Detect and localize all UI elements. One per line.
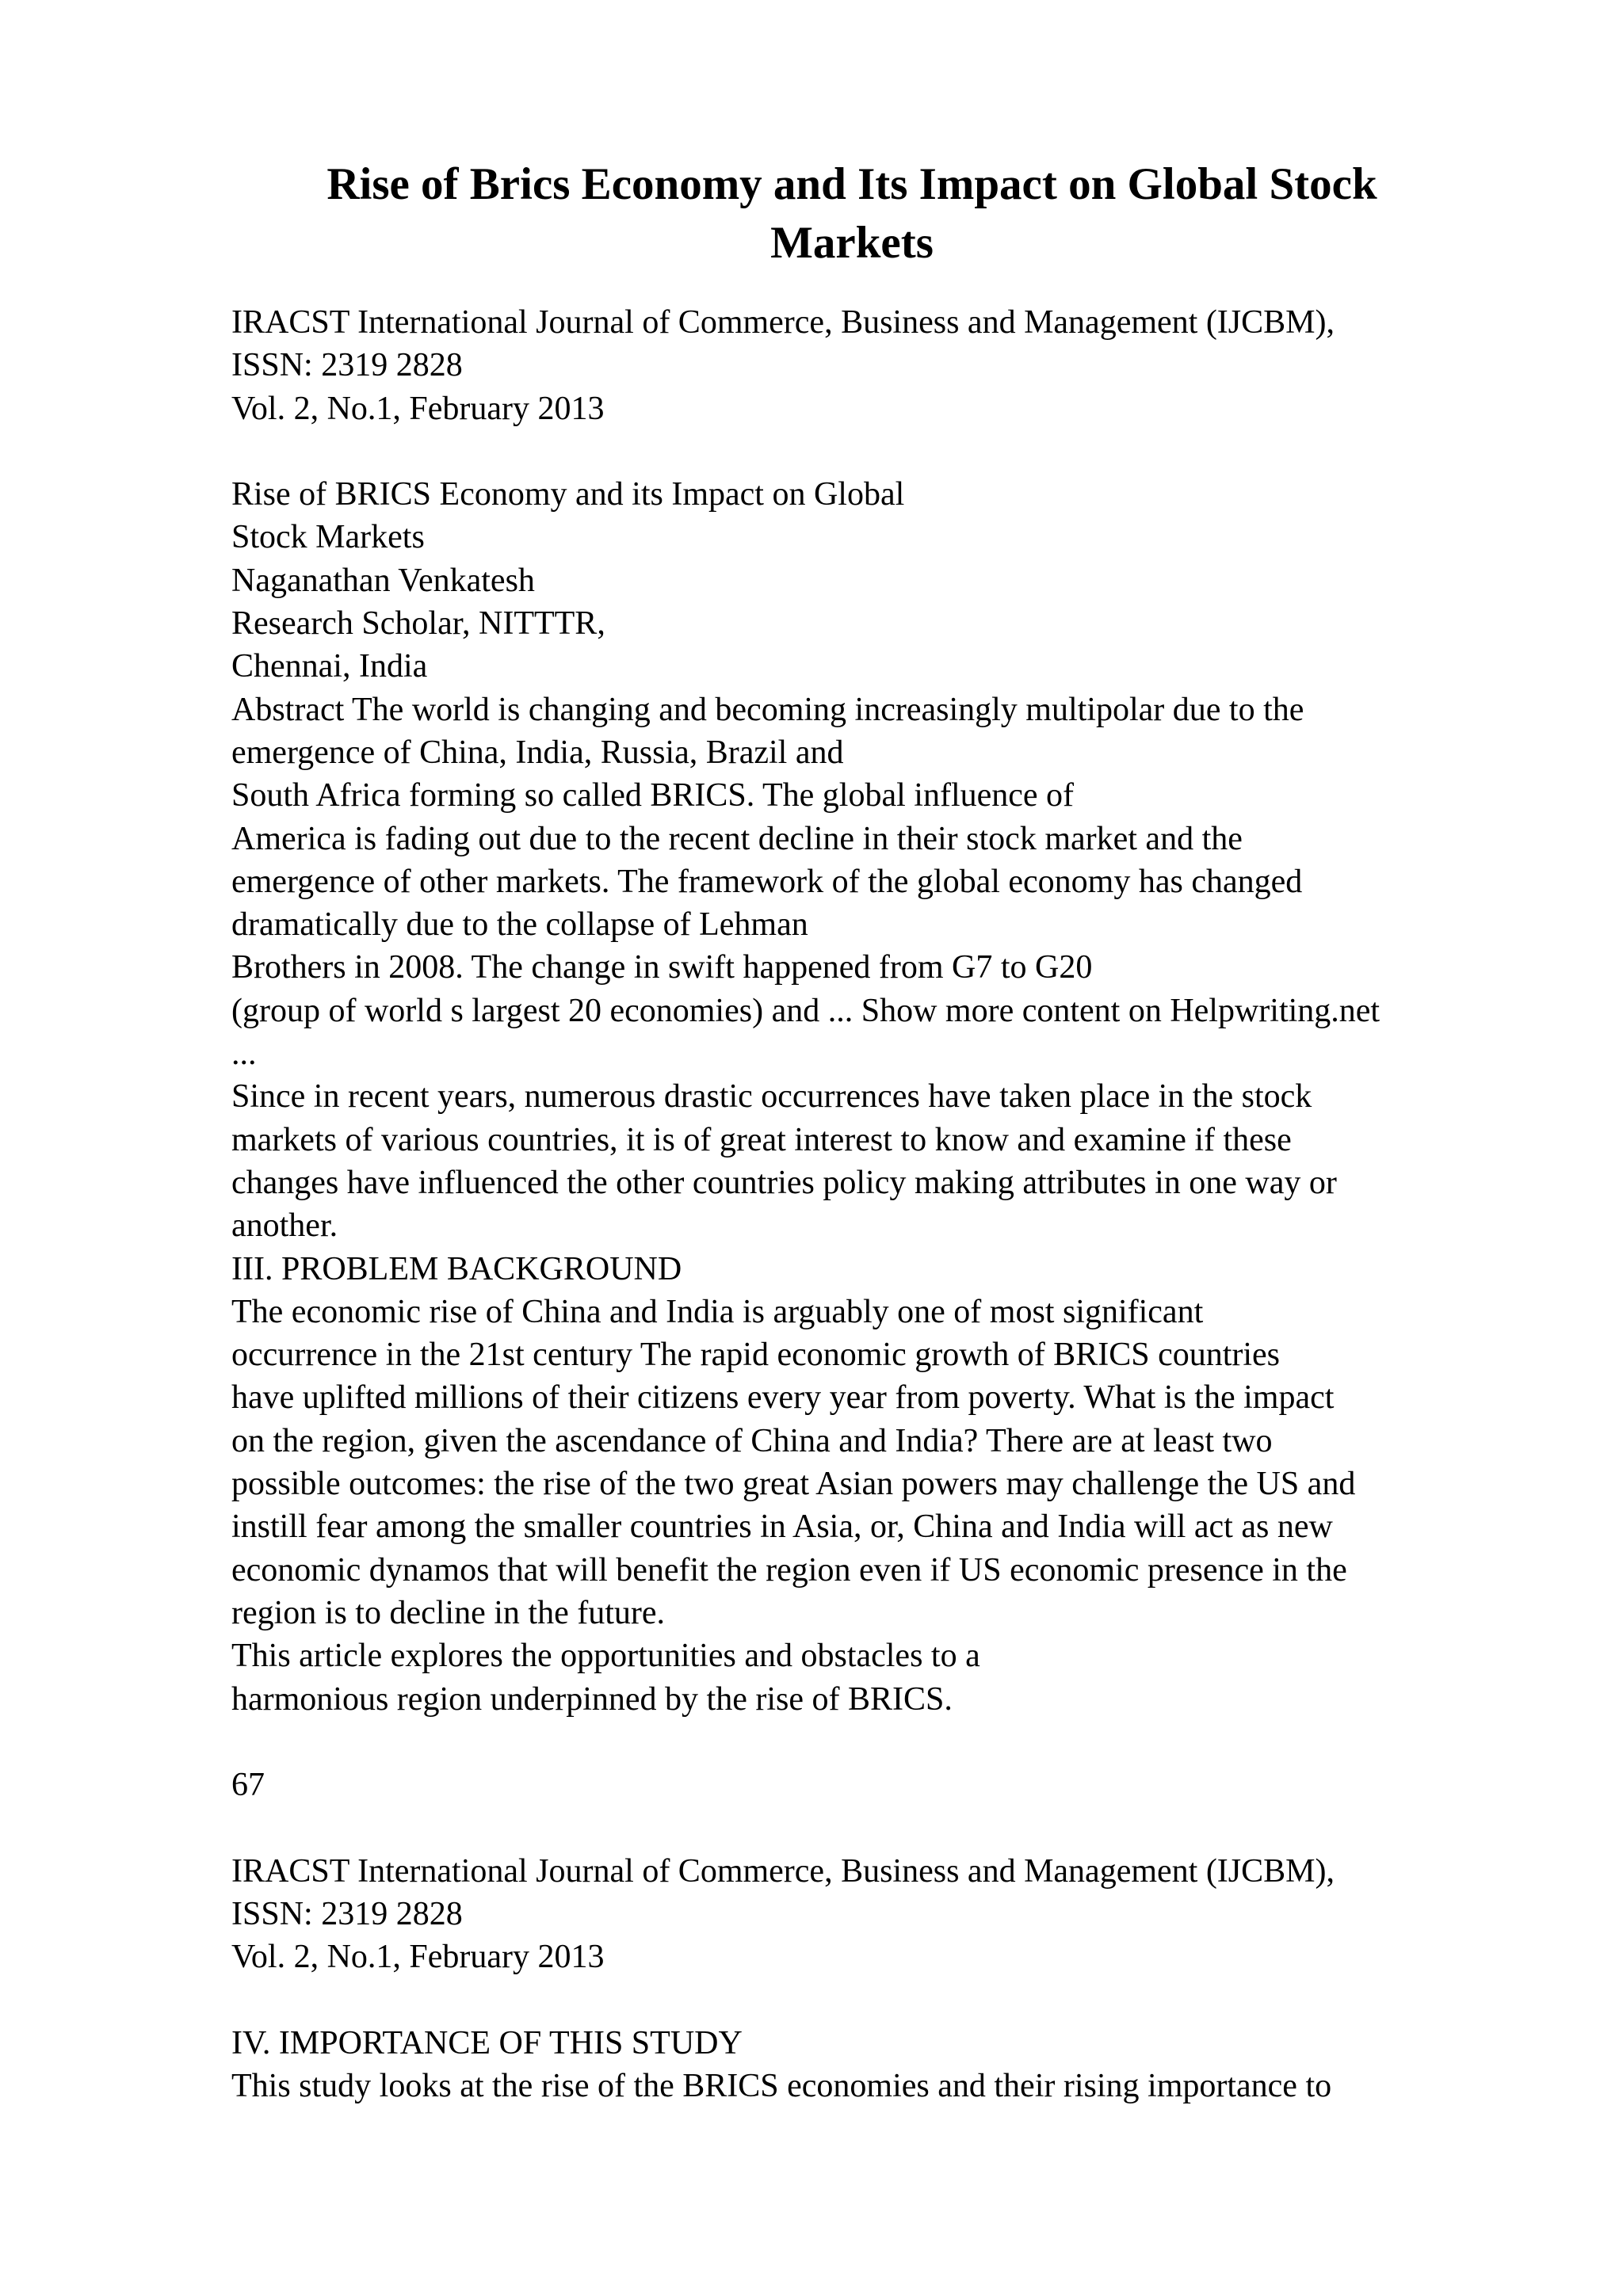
section-3-heading: III. PROBLEM BACKGROUND	[231, 1250, 682, 1287]
page-title-line-1: Rise of Brics Economy and Its Impact on Global Stock	[327, 159, 1377, 209]
section-3-line: region is to decline in the future.	[231, 1594, 666, 1631]
author-location: Chennai, India	[231, 648, 428, 685]
section-3-line: on the region, given the ascendance of China and India? There are at least two	[231, 1422, 1273, 1459]
section-3-line: This article explores the opportunities and obstacles to a	[231, 1638, 980, 1675]
abstract-line: America is fading out due to the recent decline in their stock market and the	[231, 820, 1243, 857]
section-4-heading: IV. IMPORTANCE OF THIS STUDY	[231, 2024, 743, 2061]
paragraph-line: Since in recent years, numerous drastic occurrences have taken place in the stock	[231, 1078, 1312, 1116]
article-title-line-2: Stock Markets	[231, 519, 425, 556]
journal-issn: ISSN: 2319 2828	[231, 1895, 463, 1932]
page-title	[230, 155, 1474, 273]
author-name: Naganathan Venkatesh	[231, 562, 535, 599]
journal-issn: ISSN: 2319 2828	[231, 347, 463, 384]
spacer	[231, 1979, 1579, 2022]
abstract-line: (group of world s largest 20 economies) and ... Show more content on Helpwriting.net	[231, 992, 1381, 1029]
paragraph-line: changes have influenced the other countries policy making attributes in one way or	[231, 1164, 1337, 1201]
abstract-line: South Africa forming so called BRICS. The global influence of	[231, 777, 1075, 814]
abstract-line: dramatically due to the collapse of Lehman	[231, 906, 808, 944]
spacer	[231, 430, 1579, 473]
abstract-line: Abstract The world is changing and becoming increasingly multipolar due to the	[231, 691, 1304, 728]
section-3-line: possible outcomes: the rise of the two great Asian powers may challenge the US and	[231, 1466, 1356, 1503]
spacer	[231, 1806, 1579, 1849]
document-body	[231, 301, 1579, 2107]
section-3-line: instill fear among the smaller countries in Asia, or, China and India will act as new	[231, 1508, 1333, 1546]
journal-name: IRACST International Journal of Commerce, Business and Management (IJCBM),	[231, 304, 1335, 341]
section-3-line: have uplifted millions of their citizens every year from poverty. What is the impact	[231, 1379, 1335, 1417]
section-3-line: economic dynamos that will benefit the region even if US economic presence in the	[231, 1551, 1347, 1589]
journal-name: IRACST International Journal of Commerce, Business and Management (IJCBM),	[231, 1852, 1335, 1890]
section-4-line: This study looks at the rise of the BRICS economies and their rising importance to	[231, 2068, 1332, 2105]
abstract-line: emergence of other markets. The framework of the global economy has changed	[231, 863, 1303, 900]
article-title-line-1: Rise of BRICS Economy and its Impact on Global	[231, 476, 905, 513]
abstract-line: Brothers in 2008. The change in swift happened from G7 to G20	[231, 949, 1093, 986]
paragraph-line: markets of various countries, it is of great interest to know and examine if these	[231, 1121, 1292, 1158]
journal-volume: Vol. 2, No.1, February 2013	[231, 390, 605, 427]
section-3-line: The economic rise of China and India is arguably one of most significant	[231, 1293, 1204, 1330]
section-3-line: occurrence in the 21st century The rapid economic growth of BRICS countries	[231, 1337, 1281, 1374]
page-title-line-2: Markets	[770, 218, 934, 268]
spacer	[231, 1721, 1579, 1764]
abstract-line: emergence of China, India, Russia, Brazil and	[231, 734, 844, 771]
abstract-ellipsis: ...	[231, 1035, 257, 1073]
section-3-line: harmonious region underpinned by the rise of BRICS.	[231, 1680, 953, 1718]
page-number: 67	[231, 1767, 265, 1804]
journal-volume: Vol. 2, No.1, February 2013	[231, 1939, 605, 1976]
author-affiliation: Research Scholar, NITTTR,	[231, 605, 605, 643]
paragraph-line: another.	[231, 1207, 338, 1245]
